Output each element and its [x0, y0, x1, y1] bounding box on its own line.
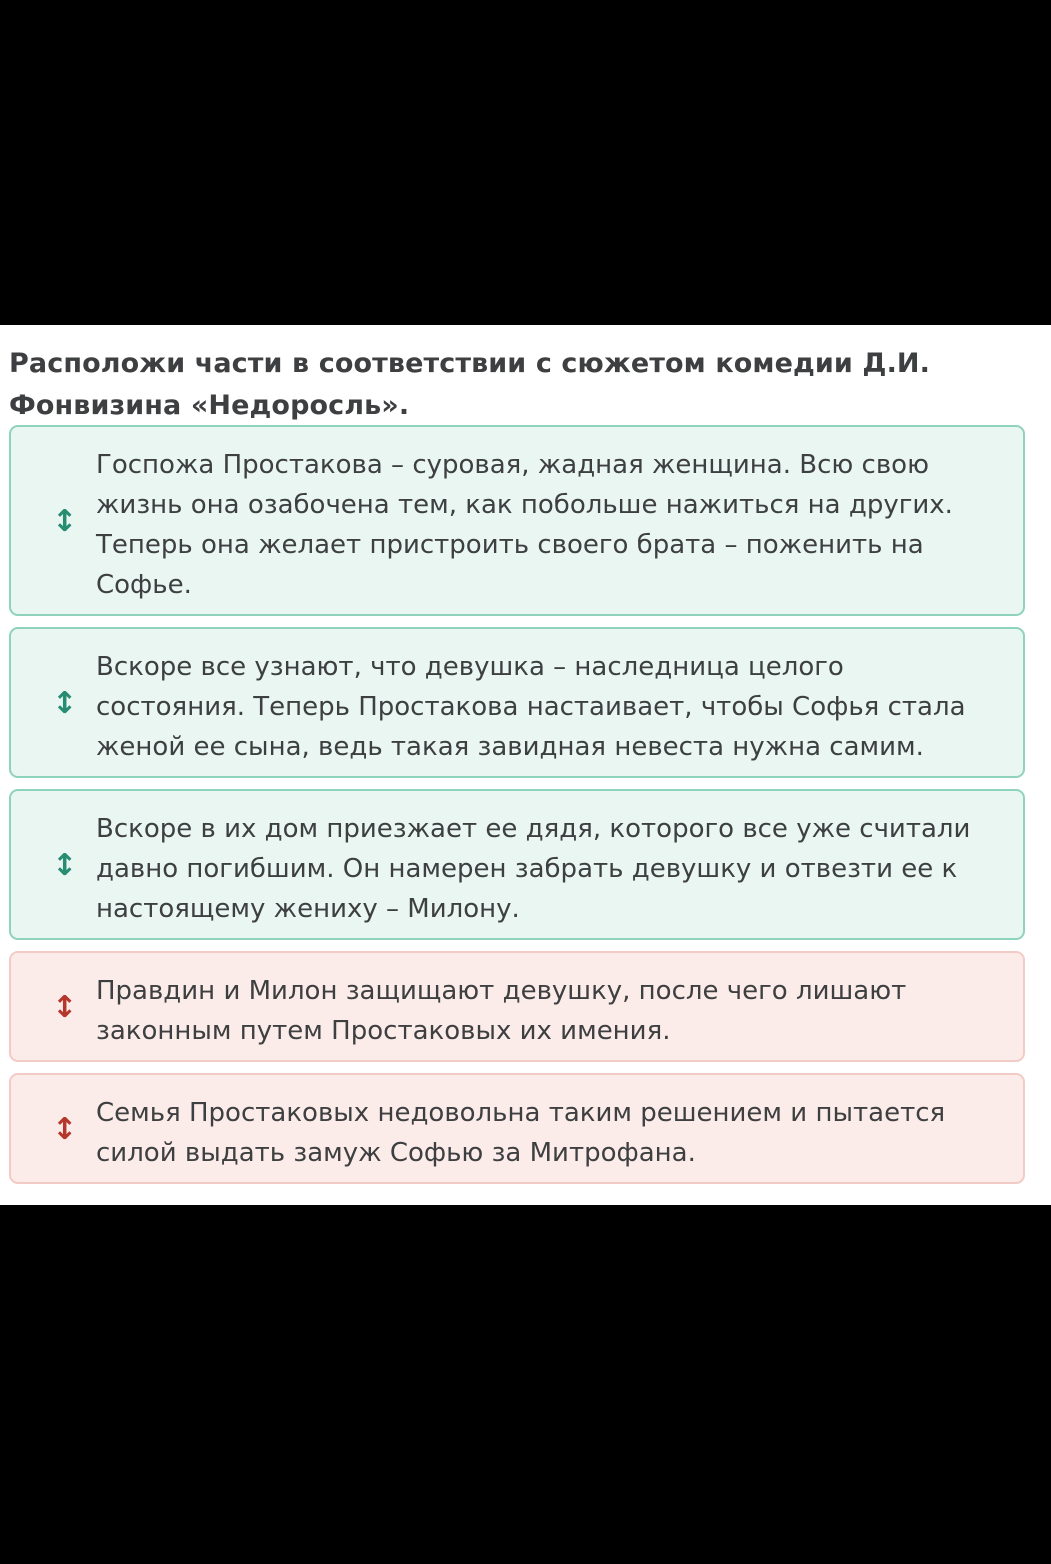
drag-handle-icon[interactable]: ↕ [52, 504, 78, 539]
order-item-text: Госпожа Простакова – суровая, жадная женщина. Всю свою жизнь она озабочена тем, как побольше нажиться на других. Теперь она желает пристроить своего брата – поженить на Софье. [96, 450, 953, 600]
top-black-area [0, 0, 1051, 325]
drag-handle-icon[interactable]: ↕ [52, 686, 78, 721]
order-item-text: Вскоре все узнают, что девушка – наследница целого состояния. Теперь Простакова настаивает, чтобы Софья стала женой ее сына, ведь такая завидная невеста нужна самим. [96, 652, 966, 762]
order-item-text: Вскоре в их дом приезжает ее дядя, которого все уже считали давно погибшим. Он намерен забрать девушку и отвезти ее к настоящему жениху – Милону. [96, 814, 971, 924]
order-item-2[interactable] [9, 627, 1025, 778]
order-item-3[interactable] [9, 789, 1025, 940]
drag-handle-icon[interactable]: ↕ [52, 1112, 78, 1147]
order-item-text: Семья Простаковых недовольна таким решением и пытается силой выдать замуж Софью за Митрофана. [96, 1098, 946, 1168]
order-item-4[interactable] [9, 951, 1025, 1062]
order-item-text: Правдин и Милон защищают девушку, после чего лишают законным путем Простаковых их имения. [96, 976, 907, 1046]
bottom-black-area [0, 1205, 1051, 1564]
drag-handle-icon[interactable]: ↕ [52, 990, 78, 1025]
order-item-5[interactable] [9, 1073, 1025, 1184]
drag-handle-icon[interactable]: ↕ [52, 848, 78, 883]
question-title: Расположи части в соответствии с сюжетом комедии Д.И. Фонвизина «Недоросль». [9, 348, 930, 421]
order-item-1[interactable] [9, 425, 1025, 616]
quiz-panel [0, 325, 1051, 1205]
